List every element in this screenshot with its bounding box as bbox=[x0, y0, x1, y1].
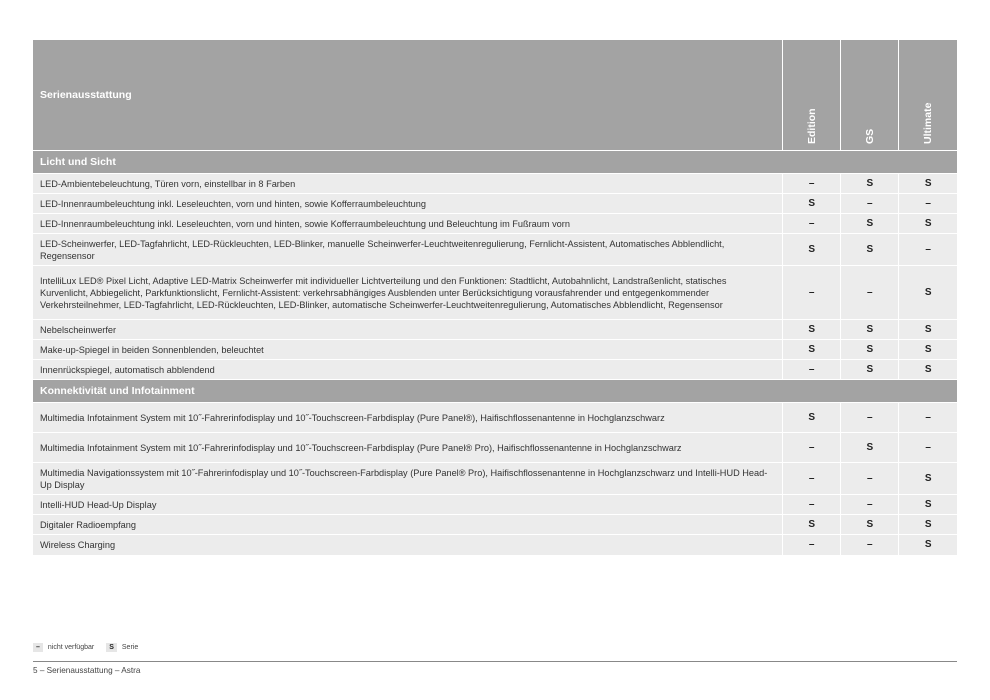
cell-gs: – bbox=[841, 535, 899, 555]
cell-gs: S bbox=[841, 360, 899, 380]
table-row bbox=[33, 266, 957, 320]
table-row bbox=[33, 174, 957, 194]
table-row bbox=[33, 535, 957, 555]
table-row bbox=[33, 515, 957, 535]
row-label: Make-up-Spiegel in beiden Sonnenblenden, beleuchtet bbox=[33, 340, 783, 360]
row-label: Wireless Charging bbox=[33, 535, 783, 555]
cell-ultimate: S bbox=[899, 214, 957, 234]
legend-text-standard: Serie bbox=[121, 644, 139, 651]
section-header-konnektivitaet bbox=[33, 380, 957, 403]
table-row bbox=[33, 495, 957, 515]
cell-edition: S bbox=[783, 403, 841, 433]
cell-ultimate: S bbox=[899, 340, 957, 360]
row-label: Nebelscheinwerfer bbox=[33, 320, 783, 340]
section-title: Licht und Sicht bbox=[33, 151, 957, 174]
cell-gs: – bbox=[841, 266, 899, 320]
section-title: Konnektivität und Infotainment bbox=[33, 380, 957, 403]
table-title: Serienausstattung bbox=[33, 40, 783, 151]
table-row bbox=[33, 403, 957, 433]
row-label: LED-Innenraumbeleuchtung inkl. Leseleuchten, vorn und hinten, sowie Kofferraumbeleuchtung und Beleuchtung im Fußraum vorn bbox=[33, 214, 783, 234]
cell-edition: – bbox=[783, 266, 841, 320]
table-row bbox=[33, 463, 957, 495]
variant-header-ultimate bbox=[899, 40, 957, 151]
cell-edition: – bbox=[783, 174, 841, 194]
cell-gs: S bbox=[841, 320, 899, 340]
variant-label: Ultimate bbox=[922, 102, 935, 144]
cell-edition: S bbox=[783, 340, 841, 360]
row-label: Digitaler Radioempfang bbox=[33, 515, 783, 535]
table-row bbox=[33, 234, 957, 266]
cell-gs: – bbox=[841, 463, 899, 495]
cell-ultimate: S bbox=[899, 320, 957, 340]
cell-ultimate: S bbox=[899, 266, 957, 320]
cell-edition: – bbox=[783, 360, 841, 380]
cell-gs: S bbox=[841, 340, 899, 360]
variant-label: GS bbox=[863, 128, 876, 144]
cell-edition: S bbox=[783, 194, 841, 214]
cell-edition: – bbox=[783, 214, 841, 234]
cell-ultimate: – bbox=[899, 234, 957, 266]
cell-gs: S bbox=[841, 433, 899, 463]
cell-gs: S bbox=[841, 174, 899, 194]
row-label: Multimedia Infotainment System mit 10˝-Fahrerinfodisplay und 10˝-Touchscreen-Farbdisplay (Pure Panel® Pro), Haifischflossenantenne in Hochglanzschwarz bbox=[33, 433, 783, 463]
section-header-licht bbox=[33, 151, 957, 174]
row-label: IntelliLux LED® Pixel Licht, Adaptive LED-Matrix Scheinwerfer mit individueller Lichtverteilung und den Funktionen: Stadtlicht, Autobahnlicht, Landstraßenlicht, statisches Kurvenlicht, Abbiegelicht, Parkfunktionslicht, Fernlicht-Assistent: verkehrsabhängiges Ausblenden unter Berücksichtigung vorausfahrender und entgegenkommender Verkehrsteilnehmer, LED-Tagfahrlicht, LED-Rückleuchten, LED-Blinker, automatische Scheinwerfer-Leuchtweitenregulierung, Automatisches Abblendlicht, Regensensor bbox=[33, 266, 783, 320]
equipment-table bbox=[33, 40, 957, 555]
cell-gs: – bbox=[841, 403, 899, 433]
equipment-sheet bbox=[33, 40, 957, 555]
cell-ultimate: S bbox=[899, 535, 957, 555]
cell-edition: S bbox=[783, 515, 841, 535]
table-row bbox=[33, 340, 957, 360]
row-label: Innenrückspiegel, automatisch abblendend bbox=[33, 360, 783, 380]
cell-gs: – bbox=[841, 194, 899, 214]
cell-edition: – bbox=[783, 495, 841, 515]
row-label: LED-Ambientebeleuchtung, Türen vorn, einstellbar in 8 Farben bbox=[33, 174, 783, 194]
table-row bbox=[33, 360, 957, 380]
cell-ultimate: S bbox=[899, 495, 957, 515]
cell-edition: S bbox=[783, 234, 841, 266]
row-label: Multimedia Navigationssystem mit 10˝-Fahrerinfodisplay und 10˝-Touchscreen-Farbdisplay (Pure Panel® Pro), Haifischflossenantenne in Hochglanzschwarz und Intelli-HUD Head-Up Display bbox=[33, 463, 783, 495]
table-row bbox=[33, 194, 957, 214]
cell-gs: S bbox=[841, 214, 899, 234]
legend bbox=[33, 643, 150, 652]
table-row bbox=[33, 320, 957, 340]
cell-ultimate: S bbox=[899, 174, 957, 194]
row-label: Multimedia Infotainment System mit 10˝-Fahrerinfodisplay und 10˝-Touchscreen-Farbdisplay (Pure Panel®), Haifischflossenantenne in Hochglanzschwarz bbox=[33, 403, 783, 433]
legend-symbol-not-available: – bbox=[33, 643, 43, 652]
legend-symbol-standard: S bbox=[106, 643, 117, 652]
table-row bbox=[33, 433, 957, 463]
cell-edition: – bbox=[783, 535, 841, 555]
cell-edition: S bbox=[783, 320, 841, 340]
cell-gs: – bbox=[841, 495, 899, 515]
row-label: Intelli-HUD Head-Up Display bbox=[33, 495, 783, 515]
row-label: LED-Innenraumbeleuchtung inkl. Leseleuchten, vorn und hinten, sowie Kofferraumbeleuchtung bbox=[33, 194, 783, 214]
cell-ultimate: S bbox=[899, 360, 957, 380]
cell-edition: – bbox=[783, 433, 841, 463]
cell-gs: S bbox=[841, 515, 899, 535]
cell-ultimate: – bbox=[899, 194, 957, 214]
cell-ultimate: S bbox=[899, 463, 957, 495]
table-header bbox=[33, 40, 957, 151]
page-footer: 5 – Serienausstattung – Astra bbox=[33, 666, 141, 675]
cell-ultimate: S bbox=[899, 515, 957, 535]
table-body bbox=[33, 151, 957, 555]
cell-edition: – bbox=[783, 463, 841, 495]
cell-ultimate: – bbox=[899, 433, 957, 463]
variant-label: Edition bbox=[805, 108, 818, 144]
variant-header-edition bbox=[783, 40, 841, 151]
cell-gs: S bbox=[841, 234, 899, 266]
row-label: LED-Scheinwerfer, LED-Tagfahrlicht, LED-Rückleuchten, LED-Blinker, manuelle Scheinwerfer-Leuchtweitenregulierung, Fernlicht-Assistent, Automatisches Abblendlicht, Regensensor bbox=[33, 234, 783, 266]
cell-ultimate: – bbox=[899, 403, 957, 433]
table-row bbox=[33, 214, 957, 234]
footer-divider bbox=[33, 661, 957, 662]
variant-header-gs bbox=[841, 40, 899, 151]
legend-text-not-available: nicht verfügbar bbox=[47, 644, 95, 651]
